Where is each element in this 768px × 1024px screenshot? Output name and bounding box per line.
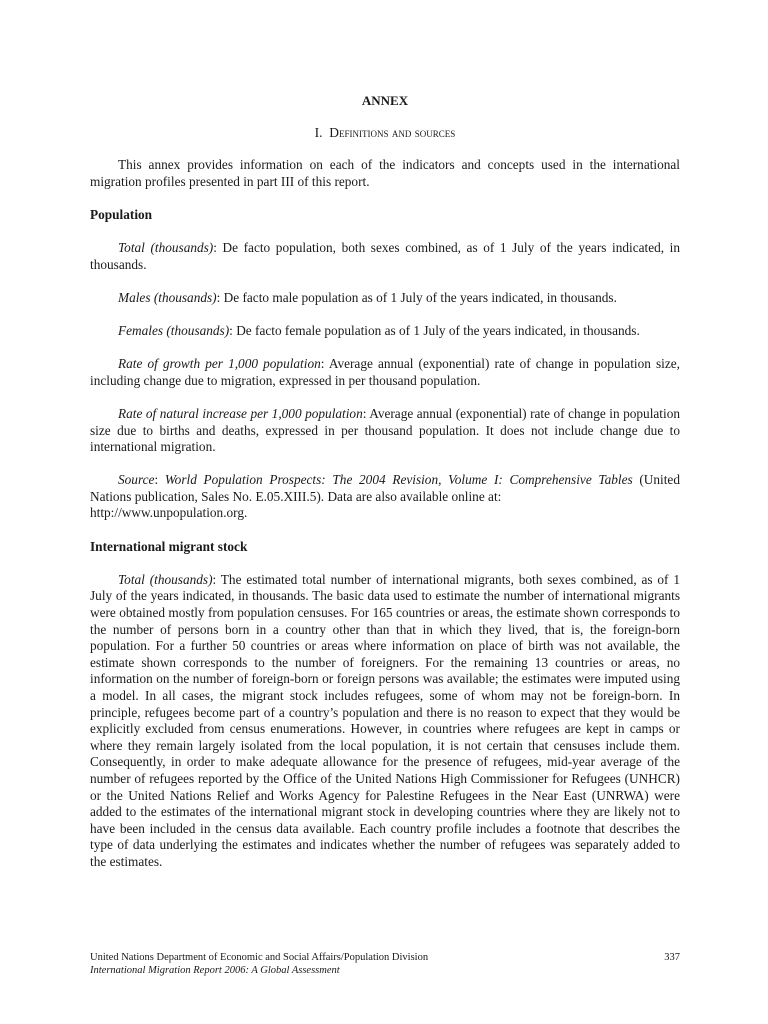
source-title: World Population Prospects: The 2004 Revision, Volume I: Comprehensive Tables bbox=[164, 472, 633, 488]
definition-text: : The estimated total number of international migrants, both sexes combined, as of 1 July of the years indicated, in thousands. The basic data used to estimate the number of international migrants were obtained mostly from population censuses. For 165 countries or areas, the estimate shown corresponds to the number of persons born in a country other than that in which they lived, that is, the foreign-born population. For a further 50 countries or areas where information on place of birth was not available, the estimate shown corresponds to the number of foreigners. For the remaining 13 countries or areas, no information on the number of foreign-born or foreign persons was available; the estimates were imputed using a model. In all cases, the migrant stock includes refugees, some of whom may not be foreign-born. In principle, refugees become part of a country’s population and there is no reason to expect that they would be explicitly excluded from census enumerations. However, in countries where refugees are kept in camps or where they remain largely isolated from the local population, it is not certain that censuses include them. Consequently, in order to make adequate allowance for the presence of refugees, mid-year average of the number of refugees reported by the Office of the United Nations High Commissioner for Refugees (UNHCR) or the United Nations Relief and Works Agency for Palestine Refugees in the Near East (UNRWA) were added to the estimates of the international migrant stock in developing countries where they are likely not to have been included in the census data available. Each country profile includes a footnote that describes the type of data underlying the estimates and indicates whether the number of refugees was separately added to the estimates. bbox=[90, 571, 680, 869]
section-title bbox=[90, 125, 680, 141]
natural-increase-definition bbox=[90, 406, 680, 456]
page-footer bbox=[90, 951, 680, 977]
population-heading: Population bbox=[90, 206, 153, 222]
definition-term: Total (thousands) bbox=[118, 239, 214, 255]
population-total-definition bbox=[90, 240, 680, 273]
definition-text: : De facto female population as of 1 July of the years indicated, in thousands. bbox=[229, 322, 640, 338]
definition-text: : De facto population, both sexes combined, as of 1 July of the years indicated, in thousands. bbox=[90, 239, 680, 272]
footer-organization: United Nations Department of Economic and Social Affairs/Population Division bbox=[90, 952, 429, 963]
growth-rate-definition bbox=[90, 356, 680, 389]
definition-term: Total (thousands) bbox=[118, 571, 213, 587]
population-females-definition bbox=[90, 323, 680, 340]
definition-term: Females (thousands) bbox=[118, 322, 230, 338]
source-colon: : bbox=[154, 472, 165, 488]
migrant-stock-heading: International migrant stock bbox=[90, 538, 248, 554]
annex-title: ANNEX bbox=[361, 93, 409, 108]
footer-report-title: International Migration Report 2006: A Global Assessment bbox=[90, 965, 340, 976]
population-source bbox=[90, 472, 680, 522]
definition-text: : Average annual (exponential) rate of change in population size, including change due to migration, expressed in per thousand population. bbox=[90, 356, 680, 388]
definition-text: : De facto male population as of 1 July of the years indicated, in thousands. bbox=[216, 289, 617, 305]
definition-term: Rate of natural increase per 1,000 population bbox=[118, 405, 363, 421]
section-heading: Definitions and sources bbox=[329, 125, 456, 140]
intro-paragraph: This annex provides information on each of the indicators and concepts used in the international migration profiles presented in part III of this report. bbox=[90, 157, 680, 189]
document-body bbox=[90, 157, 680, 887]
section-number: I. bbox=[314, 125, 323, 140]
migrant-stock-total-definition bbox=[90, 572, 680, 871]
page-number: 337 bbox=[664, 952, 680, 963]
source-url: http://www.unpopulation.org. bbox=[90, 505, 248, 521]
source-text: (United Nations publication, Sales No. E.05.XIII.5). Data are also available online at: bbox=[90, 472, 680, 504]
definition-text: : Average annual (exponential) rate of change in population size due to births and deaths, expressed in per thousand population. It does not include change due to international migration. bbox=[90, 405, 680, 455]
population-males-definition bbox=[90, 290, 680, 307]
definition-term: Rate of growth per 1,000 population bbox=[118, 356, 321, 372]
source-label: Source bbox=[118, 472, 155, 488]
definition-term: Males (thousands) bbox=[118, 289, 217, 305]
